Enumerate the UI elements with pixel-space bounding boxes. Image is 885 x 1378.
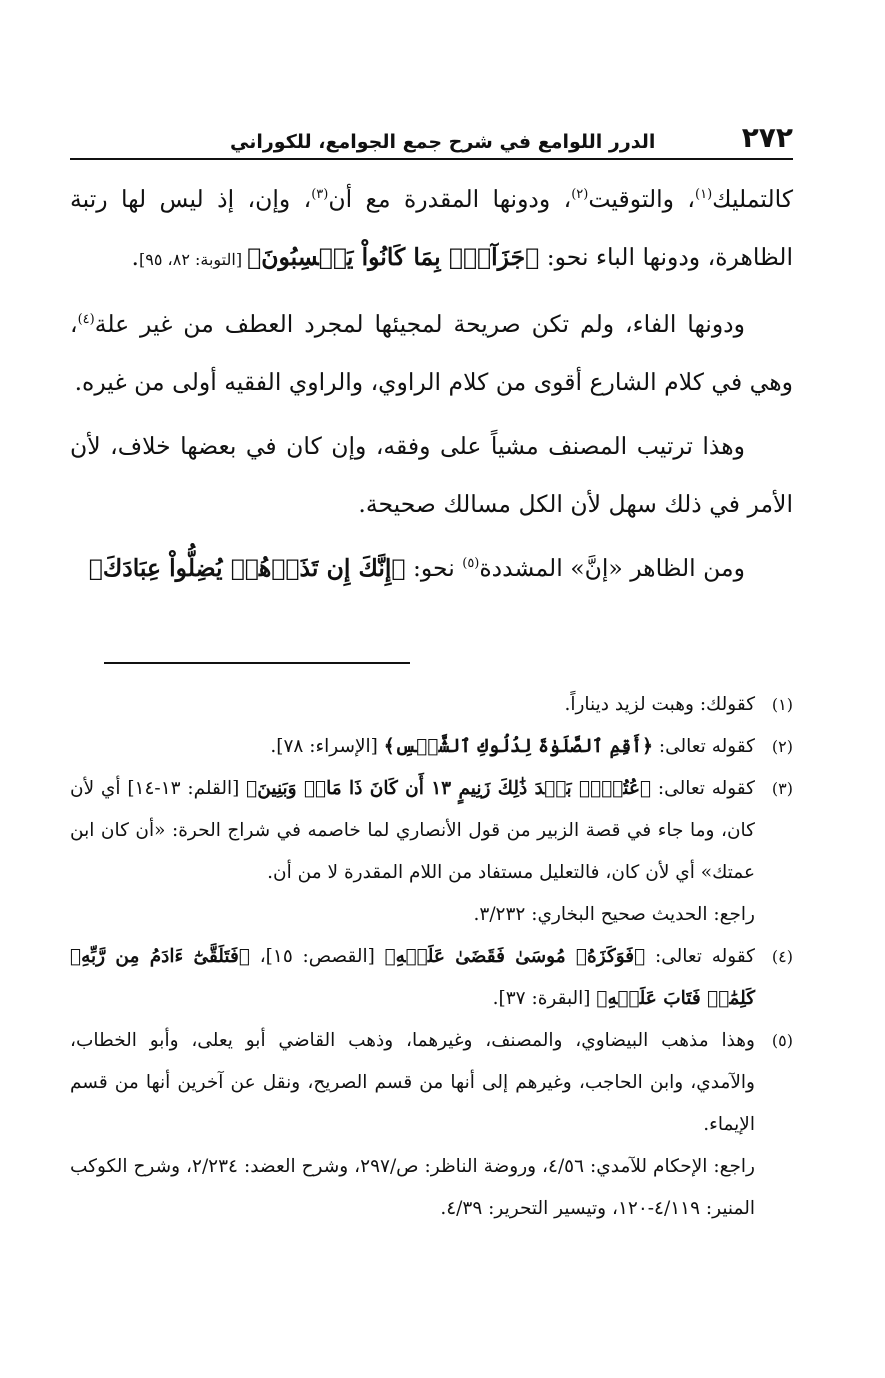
- footnote-number: (٤): [771, 947, 793, 966]
- footnote-marker: (٢): [571, 187, 589, 203]
- footnote-number: (٢): [771, 737, 793, 756]
- footnote-4: [70, 936, 793, 1020]
- text-run: ومن الظاهر «إنَّ» المشددة: [479, 554, 745, 582]
- text-run: .: [131, 243, 140, 271]
- text-run: ، والتوقيت: [588, 185, 695, 213]
- quran-verse: ﴿أَقِمِ ٱلصَّلَوٰةَ لِدُلُوكِ ٱلشَّمۡسِ﴾: [383, 736, 653, 757]
- footnote-marker: (٣): [311, 187, 329, 203]
- footnote-3-reference: راجع: الحديث صحيح البخاري: ٣/٢٣٢.: [473, 904, 755, 925]
- footnote-text: كقولك: وهبت لزيد ديناراً.: [564, 694, 755, 715]
- footnote-text: كقوله تعالى:: [652, 736, 755, 757]
- paragraph-4: [70, 539, 793, 597]
- footnote-text: [الإسراء: ٧٨].: [270, 736, 384, 757]
- footnote-5: [70, 1020, 793, 1146]
- footnote-text: كقوله تعالى:: [651, 778, 755, 799]
- paragraph-1: [70, 170, 793, 289]
- text-run: ، وهي في كلام الشارع أقوى من كلام الراوي، والراوي الفقيه أولى من غيره.: [70, 310, 793, 396]
- quran-verse: ﴿إِنَّكَ إِن تَذَرۡهُمۡ يُضِلُّواْ عِبَادَكَ﴾: [88, 554, 406, 582]
- running-title: الدرر اللوامع في شرح جمع الجوامع، للكوراني: [230, 131, 656, 153]
- paragraph-2: [70, 295, 793, 411]
- footnote-number: (٥): [771, 1031, 793, 1050]
- footnote-5-reference: راجع: الإحكام للآمدي: ٤/٥٦، وروضة الناظر: ص/٢٩٧، وشرح العضد: ٢/٢٣٤، وشرح الكوكب المنير: ٤/١١٩-١٢٠، وتيسير التحرير: ٤/٣٩.: [70, 1156, 755, 1219]
- footnote-number: (٣): [771, 779, 793, 798]
- text-run: ، ودونها المقدرة مع أن: [328, 185, 572, 213]
- text-run: ودونها الفاء، ولم تكن صريحة لمجيئها لمجرد العطف من غير علة: [94, 310, 745, 338]
- footnote-text: [البقرة: ٣٧].: [492, 988, 597, 1009]
- main-text: [70, 170, 793, 597]
- footnote-text: وهذا مذهب البيضاوي، والمصنف، وغيرهما، وذهب القاضي أبو يعلى، وأبو الخطاب، والآمدي، وابن الحاجب، وغيرهم إلى أنها من قسم الصريح، ونقل عن آخرين أنها من قسم الإيماء.: [70, 1030, 755, 1135]
- footnote-text: [القلم: ١٣-١٤] أي لأن كان، وما جاء في قصة الزبير من قول الأنصاري لما خاصمه في شراج الحرة: «أن كان ابن عمتك» أي لأن كان، فالتعليل مستفاد من اللام المقدرة لا من أن.: [70, 778, 755, 883]
- quran-verse: ﴿فَوَكَزَهُۥ مُوسَىٰ فَقَضَىٰ عَلَيۡهِ﴾: [384, 946, 646, 967]
- footnote-separator: [104, 662, 410, 664]
- text-run: ، وإن، إذ ليس لها رتبة الظاهرة، ودونها الباء نحو:: [70, 185, 793, 271]
- quran-verse: ﴿عُتُلِّۢ بَعۡدَ ذَٰلِكَ زَنِيمٍ ١٣ أَن كَانَ ذَا مَالٖ وَبَنِينَ﴾: [246, 778, 652, 799]
- footnote-text: كقوله تعالى:: [645, 946, 755, 967]
- footnote-marker: (٥): [462, 556, 480, 572]
- footnotes: [70, 684, 793, 1230]
- verse-reference: [التوبة: ٨٢، ٩٥]: [139, 250, 248, 269]
- footnote-marker: (٤): [77, 312, 95, 328]
- footnote-marker: (١): [695, 187, 713, 203]
- footnote-number: (١): [771, 695, 793, 714]
- text-run: نحو:: [405, 554, 463, 582]
- page-header: [70, 108, 793, 160]
- text-run: كالتمليك: [712, 185, 794, 213]
- paragraph-3: وهذا ترتيب المصنف مشياً على وفقه، وإن كان في بعضها خلاف، لأن الأمر في ذلك سهل لأن الكل مسالك صحيحة.: [70, 432, 793, 518]
- footnote-1: [70, 684, 793, 726]
- footnote-text: [القصص: ١٥]،: [249, 946, 385, 967]
- quran-verse: ﴿جَزَآءَۢ بِمَا كَانُواْ يَكۡسِبُونَ﴾: [247, 243, 540, 271]
- quran-verse: ﴿فَتَلَقَّىٰٓ ءَادَمُ مِن رَّبِّهِۦ كَلِمَٰتٖ فَتَابَ عَلَيۡهِ﴾: [70, 946, 755, 1009]
- footnote-3: [70, 768, 793, 894]
- page-number: ٢٧٢: [741, 121, 793, 154]
- footnote-2: [70, 726, 793, 768]
